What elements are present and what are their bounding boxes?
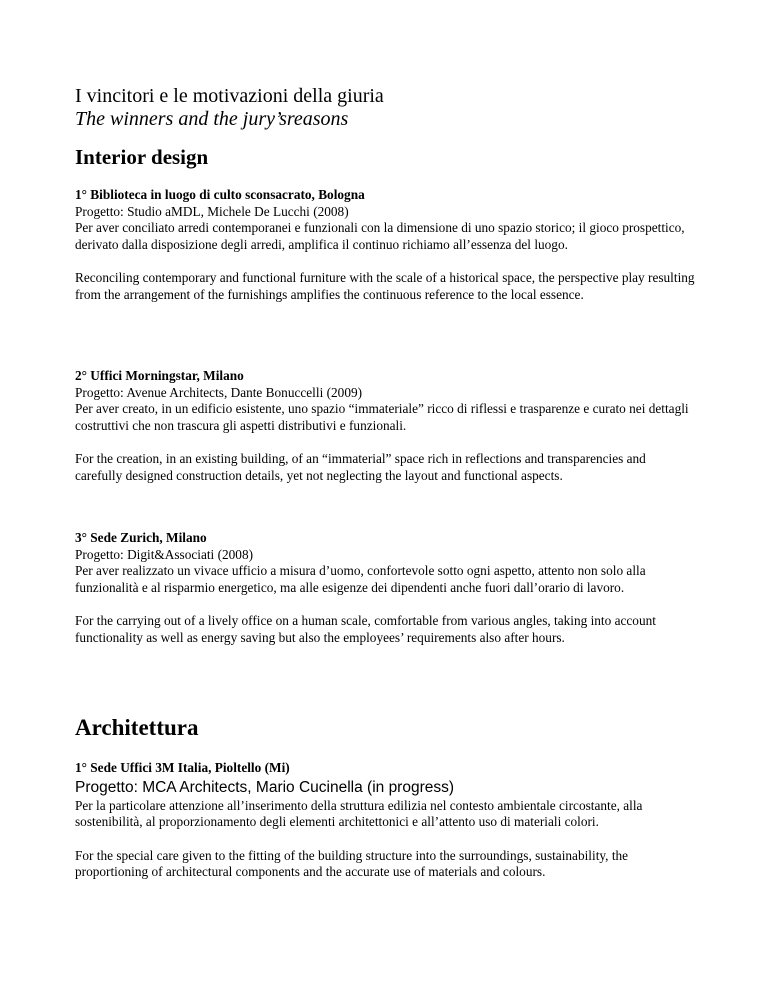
page-title: I vincitori e le motivazioni della giuria xyxy=(75,85,384,107)
entry-project: Progetto: Avenue Architects, Dante Bonuccelli (2009) xyxy=(75,384,363,400)
entry-motivation-it: Per la particolare attenzione all’inserimento della struttura edilizia nel contesto ambientale circostante, alla sostenibilità, al proporzionamento degli elementi architettonici e all’attento uso di materiali colori. xyxy=(75,797,643,829)
entry-interior-1 xyxy=(75,187,695,303)
entry-motivation-en: For the special care given to the fitting of the building structure into the surroundings, sustainability, the proportioning of architectural components and the accurate use of materials and colours. xyxy=(75,847,629,879)
entry-project: Progetto: Digit&Associati (2008) xyxy=(75,546,254,562)
entry-heading: 2° Uffici Morningstar, Milano xyxy=(75,368,244,383)
entry-heading: 1° Sede Uffici 3M Italia, Pioltello (Mi) xyxy=(75,760,290,775)
entry-motivation-it: Per aver conciliato arredi contemporanei e funzionali con la dimensione di uno spazio storico; il gioco prospettico, derivato dalla disposizione degli arredi, amplifica il continuo richiamo all’essenza del luogo. xyxy=(75,220,685,252)
entry-interior-3 xyxy=(75,530,695,646)
entry-motivation-it: Per aver realizzato un vivace ufficio a misura d’uomo, confortevole sotto ogni aspetto, attento non solo alla funzionalità e al risparmio energetico, ma alle esigenze dei dipendenti anche fuori dall’orario di lavoro. xyxy=(75,563,646,595)
page-subtitle: The winners and the jury’sreasons xyxy=(75,108,349,130)
entry-motivation-en: For the carrying out of a lively office on a human scale, comfortable from various angles, taking into account functionality as well as energy saving but also the employees’ requirements also after hours. xyxy=(75,613,656,645)
entry-interior-2 xyxy=(75,368,695,484)
entry-motivation-it: Per aver creato, in un edificio esistente, uno spazio “immateriale” ricco di riflessi e trasparenze e curato nei dettagli costruttivi che non trascura gli aspetti distributivi e funzionali. xyxy=(75,401,689,433)
entry-motivation-en: Reconciling contemporary and functional furniture with the scale of a historical space, the perspective play resulting from the arrangement of the furnishings amplifies the continuous reference to the local essence. xyxy=(75,270,695,302)
entry-heading: 1° Biblioteca in luogo di culto sconsacrato, Bologna xyxy=(75,187,365,202)
entry-project: Progetto: Studio aMDL, Michele De Lucchi (2008) xyxy=(75,203,349,219)
entry-motivation-en: For the creation, in an existing building, of an “immaterial” space rich in reflections and transparencies and carefully designed construction details, yet not neglecting the layout and functional aspects. xyxy=(75,451,646,483)
entry-project: Progetto: MCA Architects, Mario Cucinella (in progress) xyxy=(75,778,455,796)
section-heading-architettura: Architettura xyxy=(75,715,199,740)
section-heading-interior-design: Interior design xyxy=(75,145,209,169)
entry-architecture-1 xyxy=(75,760,695,881)
entry-heading: 3° Sede Zurich, Milano xyxy=(75,530,207,545)
